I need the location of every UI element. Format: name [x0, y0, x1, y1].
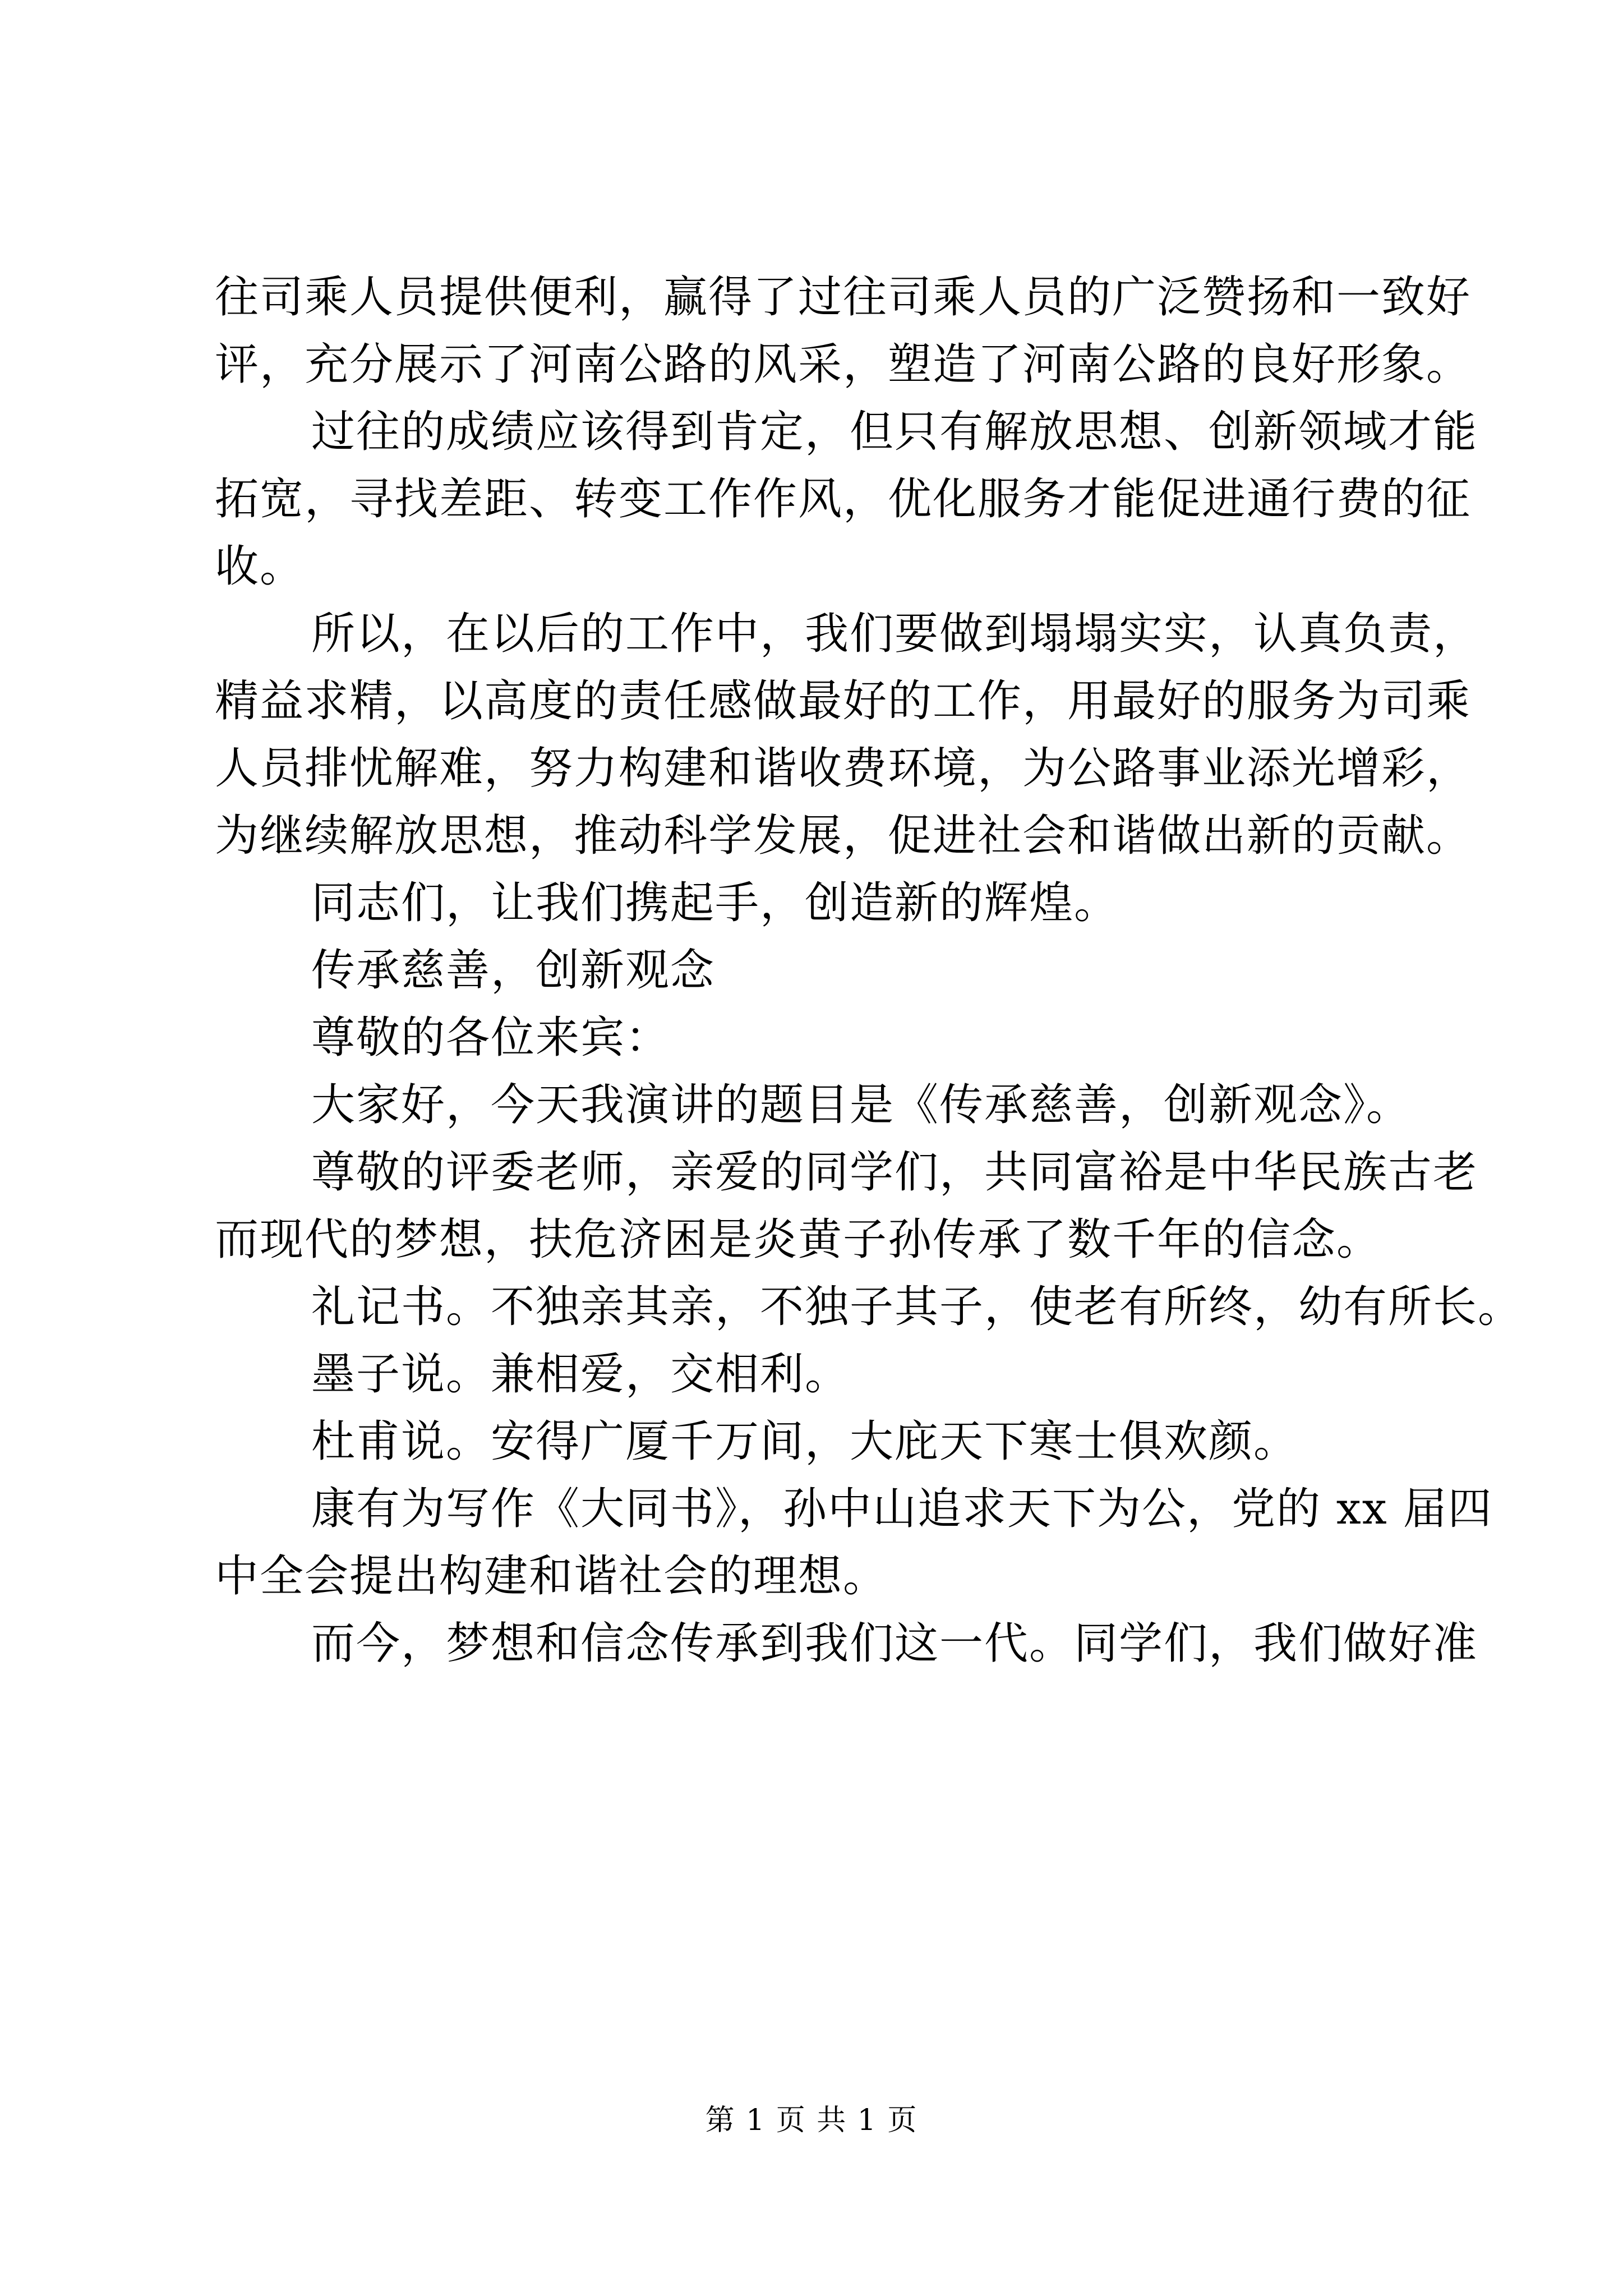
text-line: 而现代的梦想，扶危济困是炎黄子孙传承了数千年的信念。 [215, 1214, 1382, 1265]
text-line: 传承慈善，创新观念 [311, 945, 716, 996]
text-line: 康有为写作《大同书》，孙中山追求天下为公，党的 xx 届四 [311, 1484, 1493, 1534]
paragraph-13 [215, 1610, 1478, 1677]
paragraph-1 [215, 264, 1472, 398]
text-line: 为继续解放思想，推动科学发展，促进社会和谐做出新的贡献。 [215, 811, 1472, 861]
text-line: 尊敬的评委老师，亲爱的同学们，共同富裕是中华民族古老 [311, 1147, 1478, 1198]
text-line: 精益求精，以高度的责任感做最好的工作，用最好的服务为司乘 [215, 676, 1472, 726]
text-line: 所以，在以后的工作中，我们要做到塌塌实实，认真负责， [311, 609, 1478, 659]
text-line: 拓宽，寻找差距、转变工作作风，优化服务才能促进通行费的征 [215, 474, 1472, 524]
text-line: 同志们，让我们携起手，创造新的辉煌。 [311, 878, 1119, 928]
paragraph-3 [215, 600, 1478, 869]
paragraph-2 [215, 398, 1478, 600]
paragraph-12 [215, 1475, 1493, 1610]
paragraph-9 [215, 1273, 1523, 1341]
section-title [215, 937, 1437, 1004]
paragraph-4 [215, 869, 1437, 937]
salutation [215, 1004, 1437, 1071]
text-line: 墨子说。兼相爱，交相利。 [311, 1349, 850, 1400]
paragraph-8 [215, 1139, 1478, 1273]
document-body [215, 264, 1523, 1677]
text-line: 礼记书。不独亲其亲，不独子其子，使老有所终，幼有所长。 [311, 1282, 1523, 1332]
text-line: 中全会提出构建和谐社会的理想。 [215, 1551, 888, 1602]
text-line: 大家好，今天我演讲的题目是《传承慈善，创新观念》。 [311, 1080, 1412, 1130]
text-line: 杜甫说。安得广厦千万间，大庇天下寒士俱欢颜。 [311, 1416, 1299, 1467]
paragraph-11 [215, 1408, 1437, 1475]
text-line: 过往的成绩应该得到肯定，但只有解放思想、创新领域才能 [311, 407, 1478, 457]
page-number-footer: 第 1 页 共 1 页 [705, 2104, 918, 2137]
paragraph-10 [215, 1341, 1437, 1408]
text-line: 尊敬的各位来宾： [311, 1013, 671, 1063]
text-line: 人员排忧解难，努力构建和谐收费环境，为公路事业添光增彩， [215, 743, 1472, 794]
text-line: 收。 [215, 541, 305, 592]
text-line: 而今，梦想和信念传承到我们这一代。同学们，我们做好准 [311, 1618, 1478, 1669]
text-line: 评，充分展示了河南公路的风采，塑造了河南公路的良好形象。 [215, 339, 1472, 390]
text-line: 往司乘人员提供便利，赢得了过往司乘人员的广泛赞扬和一致好 [215, 272, 1472, 323]
paragraph-7 [215, 1071, 1437, 1139]
